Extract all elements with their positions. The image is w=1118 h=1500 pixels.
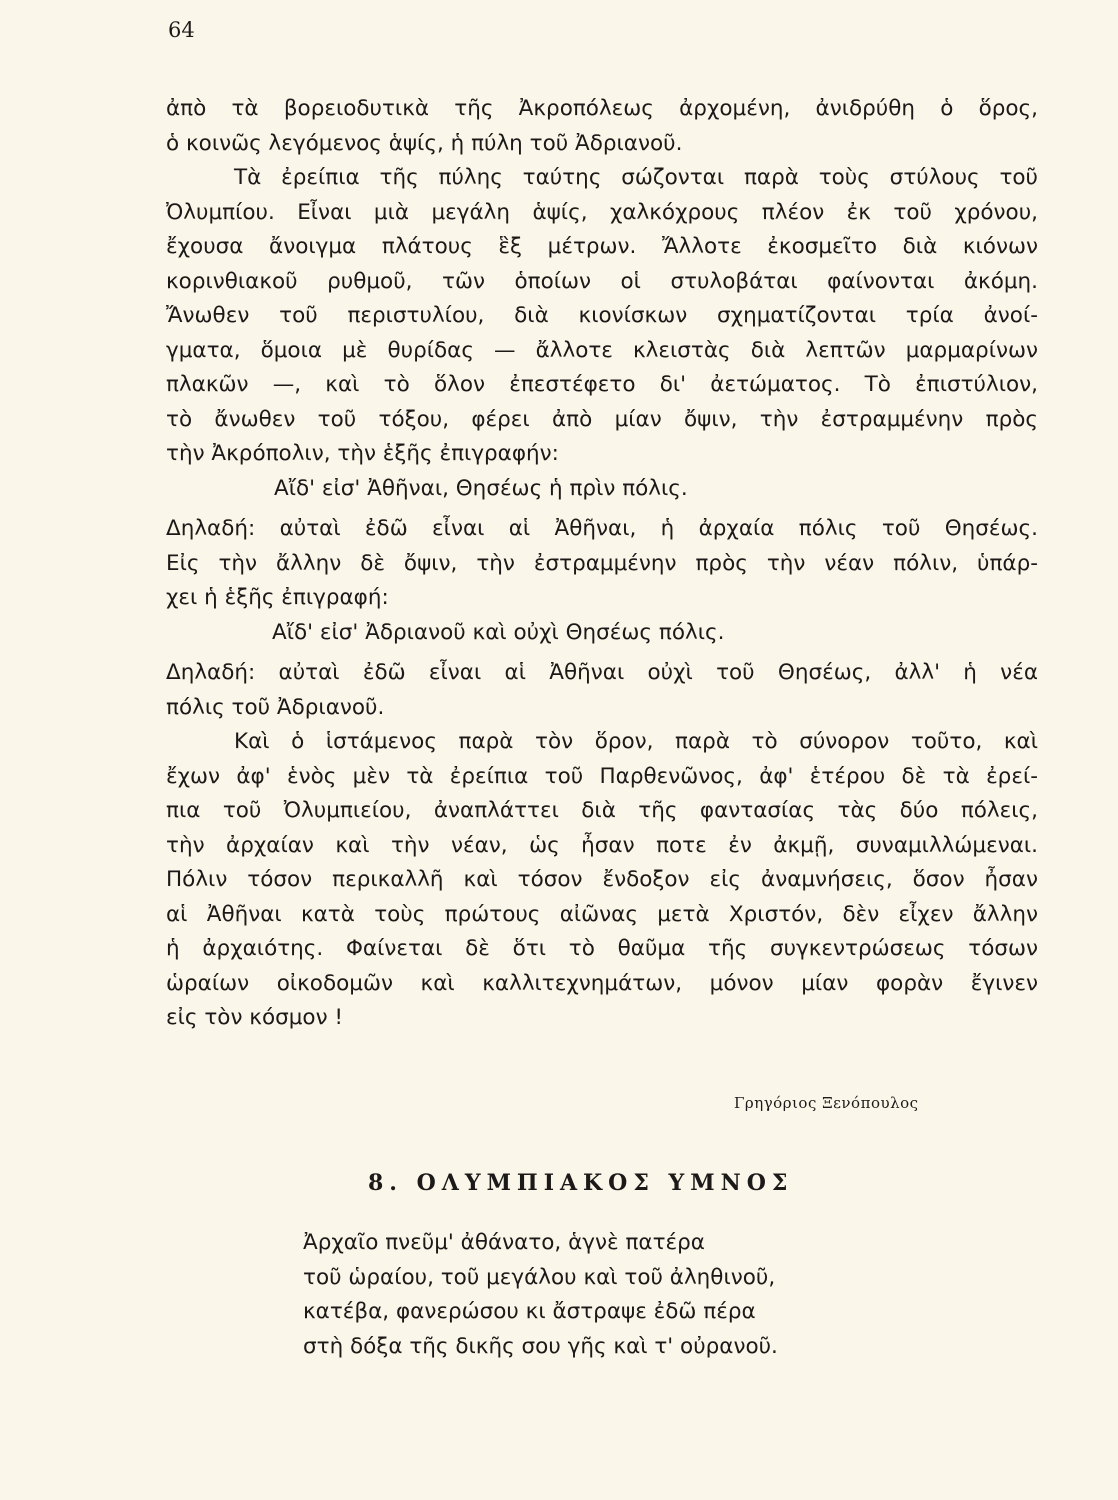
text-line: ἔχων ἀφ' ἑνὸς μὲν τὰ ἐρείπια τοῦ Παρθενῶνος, ἀφ' ἑτέρου δὲ τὰ ἐρεί-: [166, 763, 1038, 789]
text-line: πλακῶν —, καὶ τὸ ὅλον ἐπεστέφετο δι' ἀετώματος. Τὸ ἐπιστύλιον,: [166, 372, 1038, 397]
text-line: Δηλαδή: αὐταὶ ἐδῶ εἶναι αἱ Ἀθῆναι, ἡ ἀρχαία πόλις τοῦ Θησέως.: [166, 516, 1038, 541]
poem-line: Ἀρχαῖο πνεῦμ' ἀθάνατο, ἁγνὲ πατέρα: [303, 1230, 705, 1255]
text-line: Εἰς τὴν ἄλλην δὲ ὄψιν, τὴν ἐστραμμένην πρὸς τὴν νέαν πόλιν, ὑπάρ-: [166, 550, 1038, 576]
text-line: ἡ ἀρχαιότης. Φαίνεται δὲ ὅτι τὸ θαῦμα τῆς συγκεντρώσεως τόσων: [166, 936, 1038, 961]
text-line: αἱ Ἀθῆναι κατὰ τοὺς πρώτους αἰῶνας μετὰ Χριστόν, δὲν εἶχεν ἄλλην: [166, 901, 1038, 927]
text-line: ὡραίων οἰκοδομῶν καὶ καλλιτεχνημάτων, μόνον μίαν φορὰν ἔγινεν: [166, 970, 1038, 996]
text-line: Δηλαδή: αὐταὶ ἐδῶ εἶναι αἱ Ἀθῆναι οὐχὶ τοῦ Θησέως, ἀλλ' ἡ νέα: [166, 660, 1038, 685]
text-line: Τὰ ἐρείπια τῆς πύλης ταύτης σώζονται παρὰ τοὺς στύλους τοῦ: [234, 165, 1038, 190]
author-signature: Γρηγόριος Ξενόπουλος: [734, 1094, 919, 1112]
page-number: 64: [168, 18, 195, 42]
poem-line: κατέβα, φανερώσου κι ἄστραψε ἐδῶ πέρα: [303, 1299, 756, 1324]
text-line: χει ἡ ἑξῆς ἐπιγραφή:: [166, 585, 389, 610]
text-line: τὸ ἄνωθεν τοῦ τόξου, φέρει ἀπὸ μίαν ὄψιν, τὴν ἐστραμμένην πρὸς: [166, 406, 1038, 432]
poem-line: τοῦ ὡραίου, τοῦ μεγάλου καὶ τοῦ ἀληθινοῦ,: [303, 1264, 776, 1290]
text-line: τὴν Ἀκρόπολιν, τὴν ἑξῆς ἐπιγραφήν:: [166, 441, 559, 466]
text-line: τὴν ἀρχαίαν καὶ τὴν νέαν, ὡς ἦσαν ποτε ἐν ἀκμῇ, συναμιλλώμεναι.: [166, 832, 1038, 858]
text-line: ἀπὸ τὰ βορειοδυτικὰ τῆς Ἀκροπόλεως ἀρχομένη, ἀνιδρύθη ὁ ὅρος,: [166, 96, 1038, 121]
text-line: Πόλιν τόσον περικαλλῆ καὶ τόσον ἔνδοξον εἰς ἀναμνήσεις, ὅσον ἦσαν: [166, 867, 1038, 892]
poem: [303, 1226, 778, 1364]
text-line: Ὀλυμπίου. Εἶναι μιὰ μεγάλη ἁψίς, χαλκόχρους πλέον ἐκ τοῦ χρόνου,: [166, 199, 1038, 225]
inscription-line: Αἴδ' εἰσ' Ἀθῆναι, Θησέως ἡ πρὶν πόλις.: [274, 475, 688, 501]
text-line: ἔχουσα ἄνοιγμα πλάτους ἓξ μέτρων. Ἄλλοτε ἐκοσμεῖτο διὰ κιόνων: [166, 234, 1038, 259]
inscription-line: Αἴδ' εἰσ' Ἀδριανοῦ καὶ οὐχὶ Θησέως πόλις.: [272, 619, 725, 645]
text-line: κορινθιακοῦ ρυθμοῦ, τῶν ὁποίων οἱ στυλοβάται φαίνονται ἀκόμη.: [166, 268, 1038, 294]
text-line: Καὶ ὁ ἱστάμενος παρὰ τὸν ὅρον, παρὰ τὸ σύνορον τοῦτο, καὶ: [234, 729, 1038, 754]
text-line: πόλις τοῦ Ἀδριανοῦ.: [166, 694, 385, 720]
text-line: πια τοῦ Ὀλυμπιείου, ἀναπλάττει διὰ τῆς φαντασίας τὰς δύο πόλεις,: [166, 798, 1038, 823]
text-line: εἰς τὸν κόσμον !: [166, 1005, 344, 1030]
text-line: Ἄνωθεν τοῦ περιστυλίου, διὰ κιονίσκων σχηματίζονται τρία ἀνοί-: [166, 303, 1038, 328]
poem-line: στὴ δόξα τῆς δικῆς σου γῆς καὶ τ' οὐρανοῦ.: [303, 1333, 778, 1359]
body-text: [166, 92, 1038, 1036]
text-line: γματα, ὅμοια μὲ θυρίδας — ἄλλοτε κλειστὰς διὰ λεπτῶν μαρμαρίνων: [166, 337, 1038, 363]
text-line: ὁ κοινῶς λεγόμενος ἁψίς, ἡ πύλη τοῦ Ἀδριανοῦ.: [166, 130, 683, 156]
section-title: 8. ΟΛΥΜΠΙΑΚΟΣ ΥΜΝΟΣ: [368, 1170, 794, 1196]
